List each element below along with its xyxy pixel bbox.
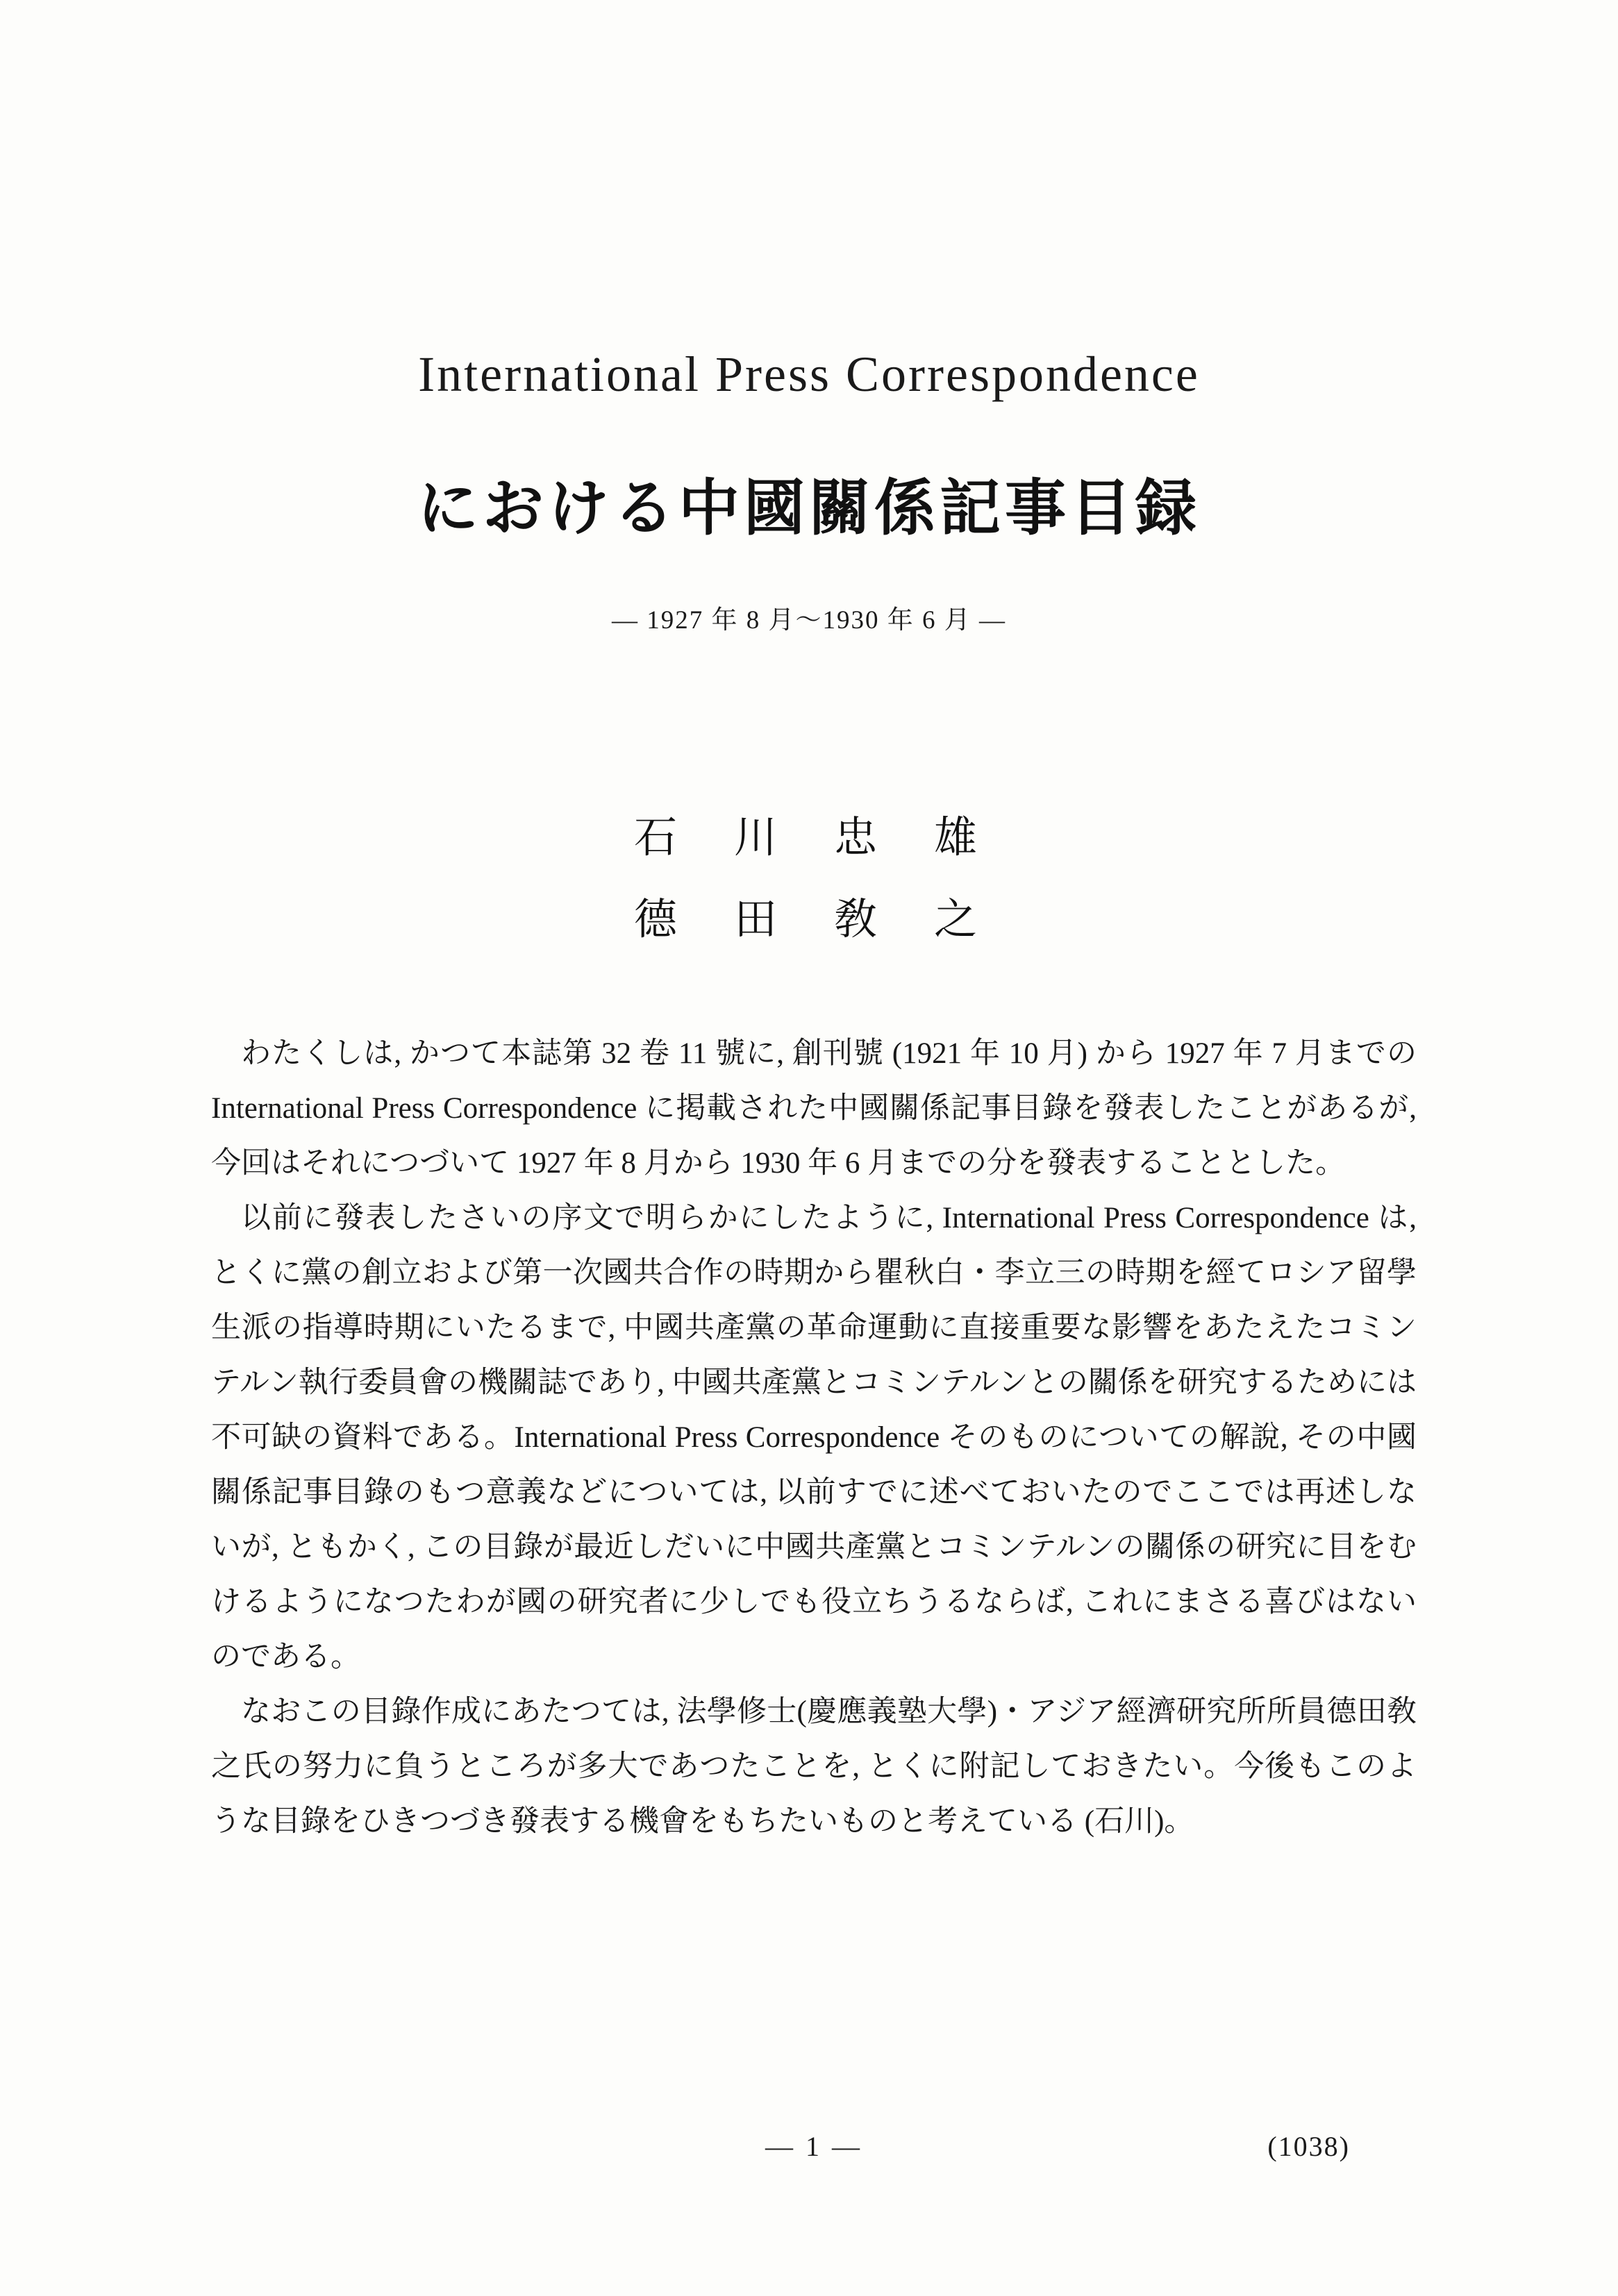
page-footer: [211, 2130, 1417, 2172]
date-range-subtitle: ― 1927 年 8 月～1930 年 6 月 ―: [612, 606, 1006, 635]
page-number: ― 1 ―: [765, 2131, 862, 2162]
folio-number: (1038): [1267, 2131, 1350, 2162]
author-name: 德 田 敎 之: [633, 896, 984, 944]
title-english: International Press Correspondence: [418, 346, 1200, 402]
paragraph: なおこの目錄作成にあたつては, 法學修士(慶應義塾大學)・アジア經濟研究所所員德田敎之氏の努力に負うところが多大であつたことを, とくに附記しておきたい。今後もこのような目錄をひきつづき發表する機會をもちたいものと考えている (石川)。: [211, 1695, 1417, 1838]
body-text: [211, 1026, 1417, 1849]
paragraph: わたくしは, かつて本誌第 32 卷 11 號に, 創刊號 (1921 年 10 月) から 1927 年 7 月までの International Press Correspondence に掲載された中國關係記事目錄を發表したことがあるが, 今回はそれにつづいて 1927 年 8 月から 1930 年 6 月までの分を發表することとした。: [211, 1037, 1417, 1180]
title-japanese: における中國關係記事目録: [417, 476, 1201, 543]
author-name: 石 川 忠 雄: [633, 814, 984, 862]
paragraph: 以前に發表したさいの序文で明らかにしたように, International Press Correspondence は, とくに黨の創立および第一次國共合作の時期から瞿秋白・李立三の時期を經てロシア留學生派の指導時期にいたるまで, 中國共產黨の革命運動に直接重要な影響をあたえたコミンテルン執行委員會の機關誌であり, 中國共產黨とコミンテルンとの關係を研究するためには不可缺の資料である。International Press Correspondence そのものについての解說, その中國關係記事目錄のもつ意義などについては, 以前すでに述べておいたのでここでは再述しないが, ともかく, この目錄が最近しだいに中國共產黨とコミンテルンの關係の研究に目をむけるようになつたわが國の研究者に少しでも役立ちうるならば, これにまさる喜びはないのである。: [211, 1202, 1417, 1673]
authors-block: [0, 797, 1618, 961]
